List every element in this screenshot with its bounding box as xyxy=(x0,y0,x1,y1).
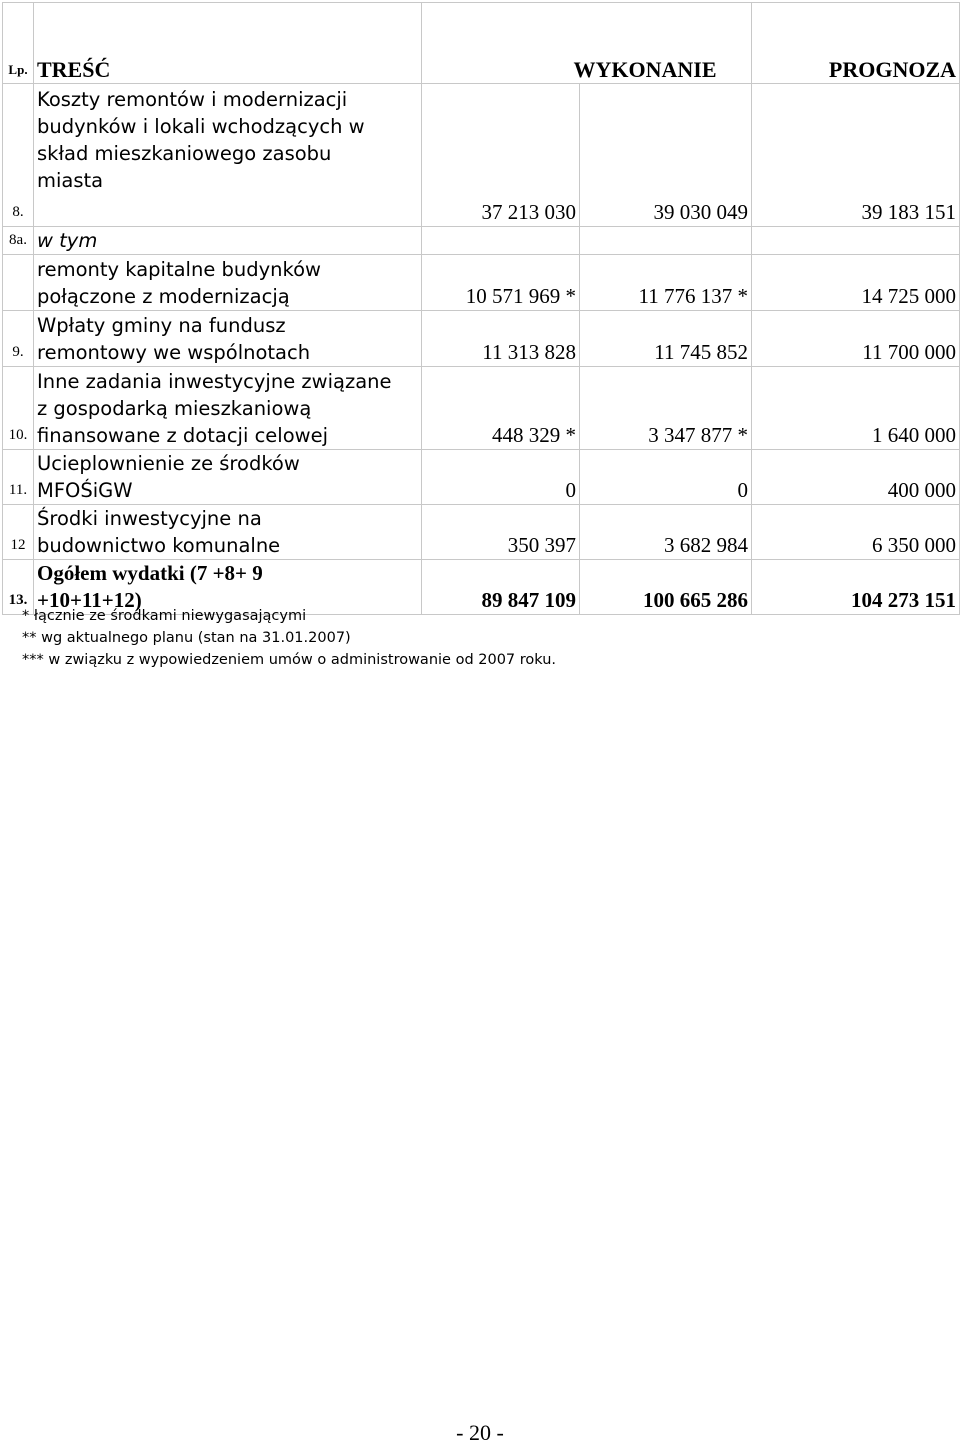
row-content xyxy=(34,255,422,311)
table-row xyxy=(3,450,960,505)
cell-prognoza: 1 640 000 xyxy=(752,367,960,450)
row-content xyxy=(34,450,422,505)
table-row xyxy=(3,367,960,450)
cell-wykonanie: 0 xyxy=(422,450,580,505)
cell-wykonanie-2: 3 347 877 * xyxy=(580,367,752,450)
row-content-line: Środki inwestycyjne na xyxy=(37,507,262,530)
cell-wykonanie-2: 0 xyxy=(580,450,752,505)
footnote: ** wg aktualnego planu (stan na 31.01.2007) xyxy=(22,630,351,646)
row-content-line: Wpłaty gminy na fundusz xyxy=(37,314,286,337)
cell-prognoza: 14 725 000 xyxy=(752,255,960,311)
header-tresc: TREŚĆ xyxy=(34,3,422,84)
row-content xyxy=(34,84,422,227)
cell-wykonanie-2: 11 776 137 * xyxy=(580,255,752,311)
row-content xyxy=(34,311,422,367)
row-content-line: Koszty remontów i modernizacji xyxy=(37,88,348,111)
row-content-line: w tym xyxy=(37,229,98,252)
table-row xyxy=(3,84,960,227)
row-content-line: z gospodarką mieszkaniową xyxy=(37,397,312,420)
row-content-line: Inne zadania inwestycyjne związane xyxy=(37,370,392,393)
row-lp: 12 xyxy=(3,505,34,560)
footnote: * łącznie ze środkami niewygasającymi xyxy=(22,608,307,624)
cell-wykonanie: 448 329 * xyxy=(422,367,580,450)
row-content-line: miasta xyxy=(37,169,104,192)
cell-prognoza: 11 700 000 xyxy=(752,311,960,367)
row-content-line: +10+11+12) xyxy=(37,588,142,612)
row-lp: 13. xyxy=(3,560,34,615)
row-content-line: połączone z modernizacją xyxy=(37,285,290,308)
cell-prognoza: 39 183 151 xyxy=(752,84,960,227)
row-lp: 8a. xyxy=(3,227,34,255)
row-lp: 10. xyxy=(3,367,34,450)
row-content-line: remontowy we wspólnotach xyxy=(37,341,311,364)
row-lp: 9. xyxy=(3,311,34,367)
row-content xyxy=(34,227,422,255)
table-row xyxy=(3,227,960,255)
cell-wykonanie-2 xyxy=(580,227,752,255)
header-wykonanie: WYKONANIE xyxy=(422,3,752,84)
cell-wykonanie-2: 100 665 286 xyxy=(580,560,752,615)
row-content-line: MFOŚiGW xyxy=(37,479,133,502)
footnote: *** w związku z wypowiedzeniem umów o administrowanie od 2007 roku. xyxy=(22,652,557,668)
page-number: - 20 - xyxy=(456,1420,504,1445)
cell-wykonanie: 37 213 030 xyxy=(422,84,580,227)
header-lp: Lp. xyxy=(3,3,34,84)
row-content xyxy=(34,505,422,560)
cell-wykonanie xyxy=(422,227,580,255)
row-lp xyxy=(3,255,34,311)
cell-wykonanie-2: 3 682 984 xyxy=(580,505,752,560)
cell-wykonanie: 350 397 xyxy=(422,505,580,560)
cell-prognoza: 400 000 xyxy=(752,450,960,505)
header-prognoza: PROGNOZA xyxy=(752,3,960,84)
row-content-line: skład mieszkaniowego zasobu xyxy=(37,142,332,165)
row-content-line: budownictwo komunalne xyxy=(37,534,281,557)
cell-wykonanie: 10 571 969 * xyxy=(422,255,580,311)
row-content-line: remonty kapitalne budynków xyxy=(37,258,322,281)
cell-wykonanie: 11 313 828 xyxy=(422,311,580,367)
row-content-line: finansowane z dotacji celowej xyxy=(37,424,329,447)
footnotes xyxy=(22,605,556,671)
table-row xyxy=(3,505,960,560)
cell-wykonanie-2: 39 030 049 xyxy=(580,84,752,227)
row-content-line: Ogółem wydatki (7 +8+ 9 xyxy=(37,561,263,585)
table-header-row xyxy=(3,3,960,84)
row-content xyxy=(34,367,422,450)
row-content-line: Ucieplownienie ze środków xyxy=(37,452,300,475)
cell-wykonanie-2: 11 745 852 xyxy=(580,311,752,367)
table-row xyxy=(3,311,960,367)
cell-prognoza xyxy=(752,227,960,255)
table-row xyxy=(3,255,960,311)
budget-table xyxy=(2,2,960,615)
cell-prognoza: 6 350 000 xyxy=(752,505,960,560)
cell-prognoza: 104 273 151 xyxy=(752,560,960,615)
cell-wykonanie: 89 847 109 xyxy=(422,560,580,615)
row-content-line: budynków i lokali wchodzących w xyxy=(37,115,365,138)
row-lp: 11. xyxy=(3,450,34,505)
row-lp: 8. xyxy=(3,84,34,227)
